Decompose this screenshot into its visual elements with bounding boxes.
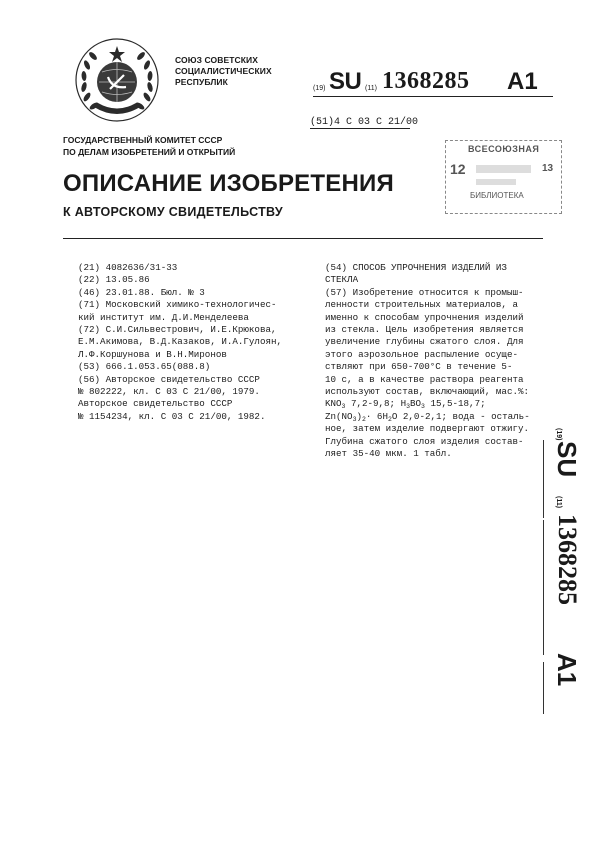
- formula-part: BO: [410, 398, 422, 410]
- abstract: [325, 262, 540, 461]
- formula-part: KNO: [325, 398, 342, 410]
- side-country-code: SU: [552, 441, 582, 478]
- biblio-line: (22) 13.05.86: [78, 274, 150, 286]
- side-rule: [543, 520, 544, 655]
- stamp-line: 12: [450, 161, 466, 177]
- number-underline: [313, 96, 553, 97]
- abstract-line: ляет 35-40 мкм. 1 табл.: [325, 448, 452, 460]
- formula-sub: 3: [352, 415, 357, 423]
- stamp-smudge: [476, 165, 531, 173]
- formula-sub: 3: [406, 403, 411, 411]
- abstract-line: используют состав, включающий, мас.%:: [325, 386, 529, 398]
- biblio-line: (21) 4082636/31-33: [78, 262, 178, 273]
- patent-number: 1368285: [382, 68, 470, 94]
- union-line: СОЦИАЛИСТИЧЕСКИХ: [175, 66, 272, 76]
- biblio-line: (46) 23.01.88. Бюл. № 3: [78, 286, 205, 298]
- biblio-line: № 1154234, кл. С 03 С 21/00, 1982.: [78, 410, 266, 422]
- formula-sub: 3: [341, 403, 346, 411]
- abstract-formula-line: [325, 411, 540, 423]
- committee-name: [63, 134, 235, 158]
- side-code-19: (19): [555, 428, 562, 441]
- ipc-underline: [310, 128, 410, 129]
- kind-code: A1: [507, 68, 538, 95]
- abstract-line: (54) СПОСОБ УПРОЧНЕНИЯ ИЗДЕЛИЙ ИЗ: [325, 262, 507, 273]
- abstract-line: Глубина сжатого слоя изделия состав-: [325, 435, 524, 447]
- biblio-line: (56) Авторское свидетельство СССР: [78, 373, 260, 385]
- stamp-smudge: [476, 179, 516, 185]
- formula-sub: 2: [362, 415, 366, 423]
- biblio-line: Е.М.Акимова, В.Д.Казаков, И.А.Гулоян,: [78, 336, 282, 348]
- side-code-11: (11): [555, 496, 562, 509]
- stamp-line: ВСЕСОЮЗНАЯ: [468, 144, 540, 154]
- biblio-line: Л.Ф.Коршунова и В.Н.Миронов: [78, 348, 227, 360]
- state-emblem-icon: [74, 37, 160, 123]
- formula-part: O 2,0-2,1; вода - осталь-: [391, 410, 530, 422]
- committee-line: ПО ДЕЛАМ ИЗОБРЕТЕНИЙ И ОТКРЫТИЙ: [63, 147, 236, 157]
- code-11: (11): [365, 85, 377, 92]
- side-patent-number: [548, 428, 584, 718]
- formula-part: Zn(NO: [325, 410, 353, 422]
- formula-part: H: [400, 398, 407, 410]
- union-line: РЕСПУБЛИК: [175, 77, 228, 87]
- formula-part: ): [356, 410, 362, 422]
- abstract-line: СТЕКЛА: [325, 274, 359, 286]
- stamp-line: 13: [542, 163, 554, 174]
- bibliographic-data: [78, 262, 313, 423]
- stamp-line: БИБЛИОТЕКА: [470, 191, 524, 200]
- library-stamp: [445, 140, 562, 214]
- formula-sub: 2: [387, 415, 392, 423]
- abstract-line: из стекла. Цель изобретения является: [325, 324, 524, 336]
- abstract-line: ствляют при 650-700°С в течение 5-: [325, 361, 513, 373]
- side-rule: [543, 662, 544, 714]
- formula-part: · 6H: [365, 410, 388, 422]
- country-code: SU: [329, 68, 362, 95]
- abstract-line: увеличение глубины сжатого слоя. Для: [325, 336, 524, 348]
- biblio-line: (53) 666.1.053.65(088.8): [78, 361, 211, 373]
- code-19: (19): [313, 85, 326, 92]
- document-subtitle: К АВТОРСКОМУ СВИДЕТЕЛЬСТВУ: [63, 205, 283, 219]
- biblio-line: кий институт им. Д.И.Менделеева: [78, 311, 249, 323]
- header-rule: [63, 238, 543, 239]
- abstract-line: ное, затем изделие подвергают отжигу.: [325, 423, 529, 435]
- abstract-line: ленности строительных материалов, а: [325, 299, 518, 311]
- union-line: СОЮЗ СОВЕТСКИХ: [175, 55, 259, 65]
- document-title: ОПИСАНИЕ ИЗОБРЕТЕНИЯ: [63, 170, 394, 197]
- formula-part: 15,5-18,7;: [424, 398, 486, 410]
- abstract-formula-line: [325, 398, 540, 410]
- abstract-line: 10 с, а в качестве раствора реагента: [325, 373, 524, 385]
- formula-part: 7,2-9,8;: [345, 398, 401, 410]
- biblio-line: (71) Московский химико-технологичес-: [78, 299, 277, 311]
- committee-line: ГОСУДАРСТВЕННЫЙ КОМИТЕТ СССР: [63, 135, 223, 145]
- abstract-line: этого аэрозольное распыление осуще-: [325, 348, 518, 360]
- abstract-line: (57) Изобретение относится к промыш-: [325, 286, 524, 298]
- biblio-line: Авторское свидетельство СССР: [78, 398, 233, 410]
- side-patent-number-text: 1368285: [553, 514, 582, 605]
- ipc-classification: (51)4 С 03 С 21/00: [310, 117, 419, 128]
- biblio-line: № 802222, кл. С 03 С 21/00, 1979.: [78, 386, 260, 398]
- abstract-line: именно к способам упрочнения изделий: [325, 311, 524, 323]
- side-rule: [543, 440, 544, 518]
- biblio-line: (72) С.И.Сильвестрович, И.Е.Крюкова,: [78, 324, 277, 336]
- side-kind-code: A1: [552, 653, 582, 687]
- formula-sub: 3: [421, 403, 425, 411]
- union-name: [175, 55, 272, 88]
